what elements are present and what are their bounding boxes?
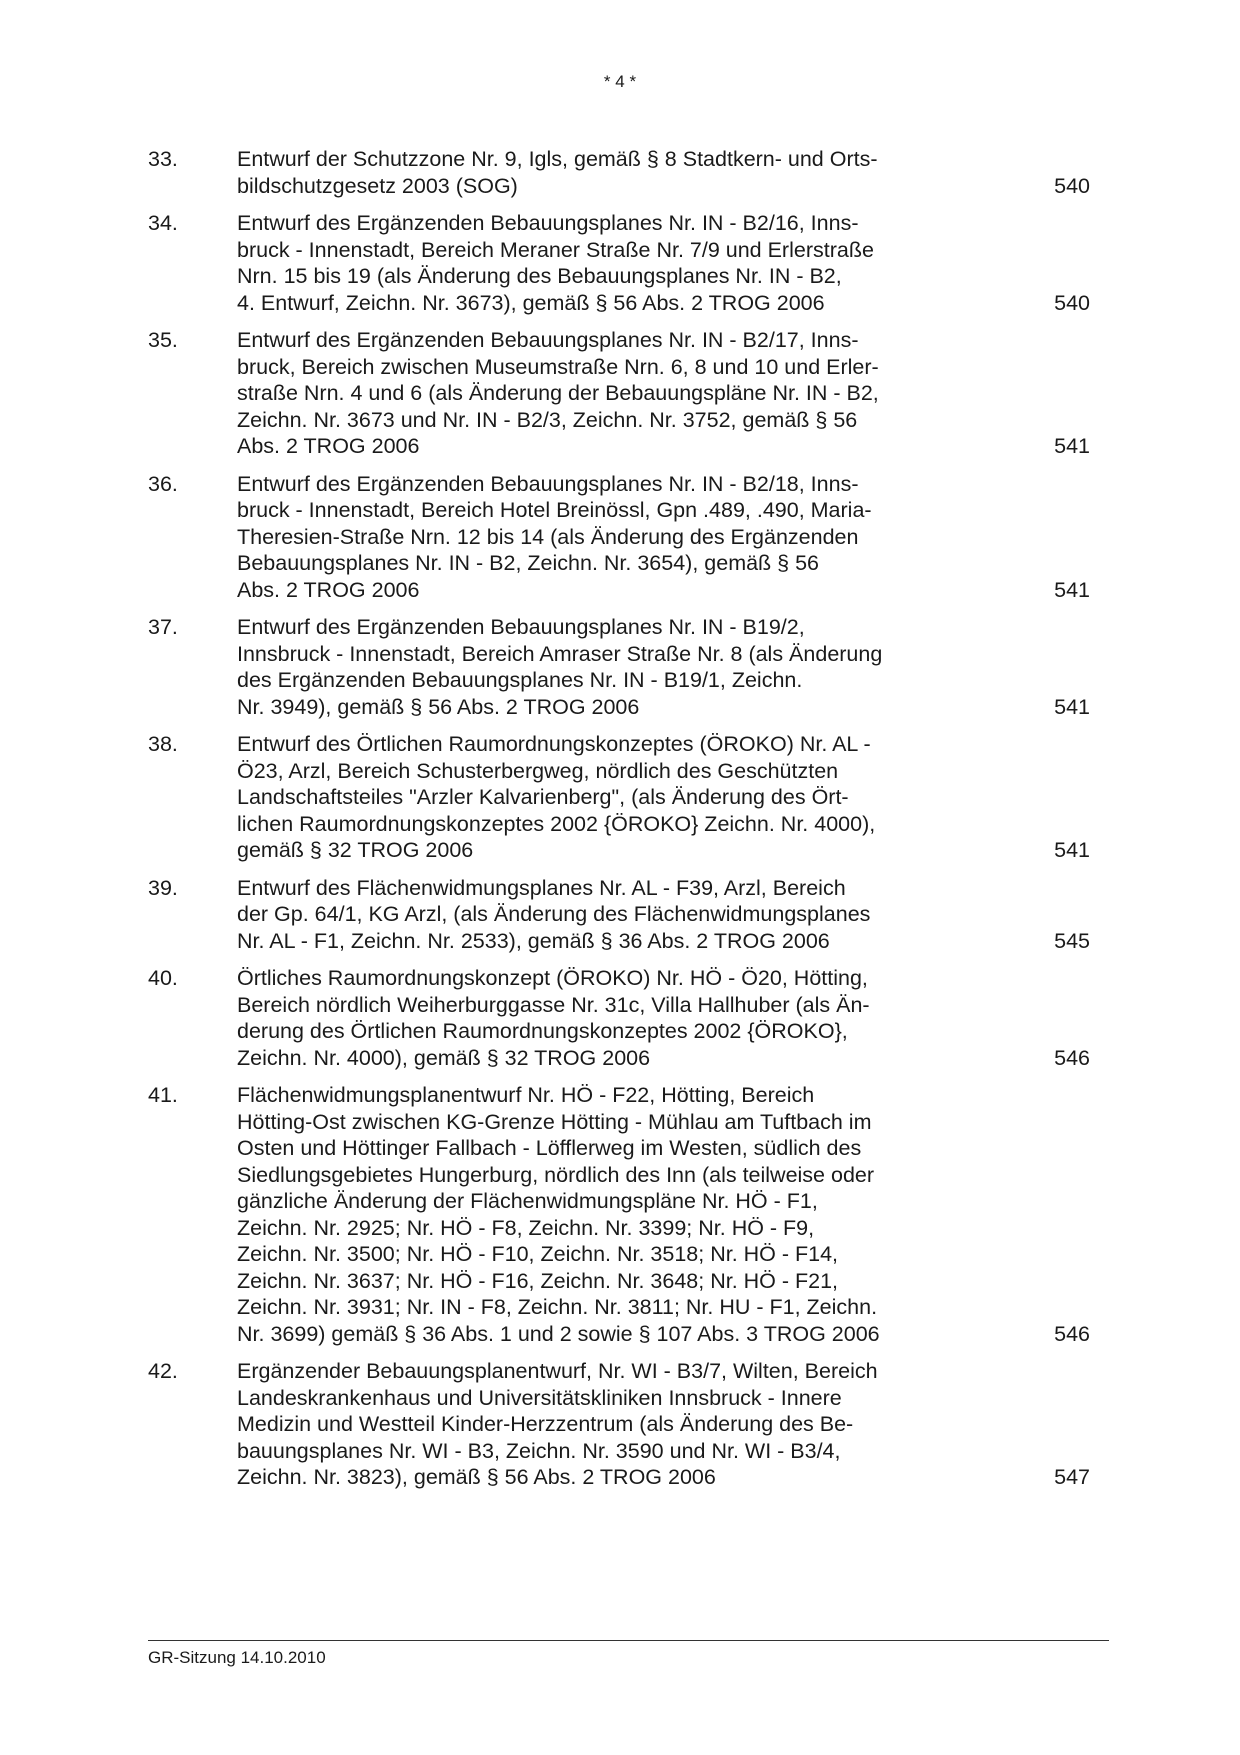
- entry-number: 42.: [148, 1359, 178, 1383]
- agenda-list: [148, 146, 1100, 1502]
- entry-page: 541: [1054, 434, 1090, 458]
- entry-number: 38.: [148, 732, 178, 756]
- agenda-entry: [148, 146, 1100, 199]
- entry-text: Entwurf des Ergänzenden Bebauungsplanes Nr. IN - B2/16, Inns- bruck - Innenstadt, Bereich Meraner Straße Nr. 7/9 und Erlerstraße Nrn. 15 bis 19 (als Änderung des Bebauungsplanes Nr. IN - B2, 4. Entwurf, Zeichn. Nr. 3673), gemäß § 56 Abs. 2 TROG 2006: [237, 211, 874, 315]
- entry-number: 34.: [148, 211, 178, 235]
- entry-page: 541: [1054, 694, 1090, 719]
- entry-text: Entwurf des Örtlichen Raumordnungskonzeptes (ÖROKO) Nr. AL - Ö23, Arzl, Bereich Schusterbergweg, nördlich des Geschützten Landschaftsteiles "Arzler Kalvarienberg", (als Änderung des Ört- lichen Raumordnungskonzeptes 2002 {ÖROKO} Zeichn. Nr. 4000), gemäß § 32 TROG 2006: [237, 732, 876, 862]
- agenda-entry: [148, 327, 1100, 460]
- entry-number: 41.: [148, 1083, 178, 1107]
- entry-page: 540: [1054, 290, 1090, 315]
- entry-page: 547: [1054, 1465, 1090, 1489]
- agenda-entry: [148, 965, 1100, 1071]
- entry-text: Entwurf des Ergänzenden Bebauungsplanes Nr. IN - B2/17, Inns- bruck, Bereich zwischen Museumstraße Nrn. 6, 8 und 10 und Erler- straße Nrn. 4 und 6 (als Änderung der Bebauungspläne Nr. IN - B2, Zeichn. Nr. 3673 und Nr. IN - B2/3, Zeichn. Nr. 3752, gemäß § 56 Abs. 2 TROG 2006: [237, 328, 879, 458]
- entry-text: Entwurf des Ergänzenden Bebauungsplanes Nr. IN - B2/18, Inns- bruck - Innenstadt, Bereich Hotel Breinössl, Gpn .489, .490, Maria- Theresien-Straße Nrn. 12 bis 14 (als Änderung des Ergänzenden Bebauungsplanes Nr. IN - B2, Zeichn. Nr. 3654), gemäß § 56 Abs. 2 TROG 2006: [237, 471, 872, 602]
- entry-number: 40.: [148, 966, 178, 990]
- entry-page: 541: [1054, 577, 1090, 602]
- agenda-entry: [148, 875, 1100, 955]
- entry-number: 37.: [148, 615, 178, 639]
- entry-page: 545: [1054, 928, 1090, 953]
- agenda-entry: [148, 471, 1100, 604]
- entry-number: 36.: [148, 471, 178, 496]
- entry-text: Ergänzender Bebauungsplanentwurf, Nr. WI - B3/7, Wilten, Bereich Landeskrankenhaus und Universitätskliniken Innsbruck - Innere Medizin und Westteil Kinder-Herzzentrum (als Änderung des Be- bauungsplanes Nr. WI - B3, Zeichn. Nr. 3590 und Nr. WI - B3/4, Zeichn. Nr. 3823), gemäß § 56 Abs. 2 TROG 2006: [237, 1359, 878, 1489]
- footer-session-date: GR-Sitzung 14.10.2010: [148, 1648, 326, 1667]
- entry-page: 546: [1054, 1321, 1090, 1346]
- footer-divider: [148, 1640, 1109, 1641]
- entry-number: 35.: [148, 328, 178, 352]
- agenda-entry: [148, 1082, 1100, 1347]
- agenda-entry: [148, 614, 1100, 720]
- entry-page: 546: [1054, 1045, 1090, 1070]
- agenda-entry: [148, 210, 1100, 316]
- entry-text: Örtliches Raumordnungskonzept (ÖROKO) Nr. HÖ - Ö20, Hötting, Bereich nördlich Weiherburggasse Nr. 31c, Villa Hallhuber (als Än- derung des Örtlichen Raumordnungskonzeptes 2002 {ÖROKO}, Zeichn. Nr. 4000), gemäß § 32 TROG 2006: [237, 966, 870, 1070]
- entry-text: Entwurf des Flächenwidmungsplanes Nr. AL - F39, Arzl, Bereich der Gp. 64/1, KG Arzl, (als Änderung des Flächenwidmungsplanes Nr. AL - F1, Zeichn. Nr. 2533), gemäß § 36 Abs. 2 TROG 2006: [237, 875, 871, 953]
- entry-number: 39.: [148, 875, 178, 900]
- agenda-entry: [148, 731, 1100, 864]
- page-number: * 4 *: [603, 72, 637, 91]
- entry-page: 541: [1054, 838, 1090, 862]
- entry-text: Entwurf der Schutzzone Nr. 9, Igls, gemäß § 8 Stadtkern- und Orts- bildschutzgesetz 2003 (SOG): [237, 147, 878, 198]
- entry-text: Flächenwidmungsplanentwurf Nr. HÖ - F22, Hötting, Bereich Hötting-Ost zwischen KG-Grenze Hötting - Mühlau am Tuftbach im Osten und Höttinger Fallbach - Löfflerweg im Westen, südlich des Siedlungsgebietes Hungerburg, nördlich des Inn (als teilweise oder gänzliche Änderung der Flächenwidmungspläne Nr. HÖ - F1, Zeichn. Nr. 2925; Nr. HÖ - F8, Zeichn. Nr. 3399; Nr. HÖ - F9, Zeichn. Nr. 3500; Nr. HÖ - F10, Zeichn. Nr. 3518; Nr. HÖ - F14, Zeichn. Nr. 3637; Nr. HÖ - F16, Zeichn. Nr. 3648; Nr. HÖ - F21, Zeichn. Nr. 3931; Nr. IN - F8, Zeichn. Nr. 3811; Nr. HU - F1, Zeichn. Nr. 3699) gemäß § 36 Abs. 1 und 2 sowie § 107 Abs. 3 TROG 2006: [237, 1083, 880, 1346]
- agenda-entry: [148, 1358, 1100, 1491]
- entry-text: Entwurf des Ergänzenden Bebauungsplanes Nr. IN - B19/2, Innsbruck - Innenstadt, Bereich Amraser Straße Nr. 8 (als Änderung des Ergänzenden Bebauungsplanes Nr. IN - B19/1, Zeichn. Nr. 3949), gemäß § 56 Abs. 2 TROG 2006: [237, 615, 883, 719]
- entry-page: 540: [1054, 173, 1090, 198]
- entry-number: 33.: [148, 147, 178, 171]
